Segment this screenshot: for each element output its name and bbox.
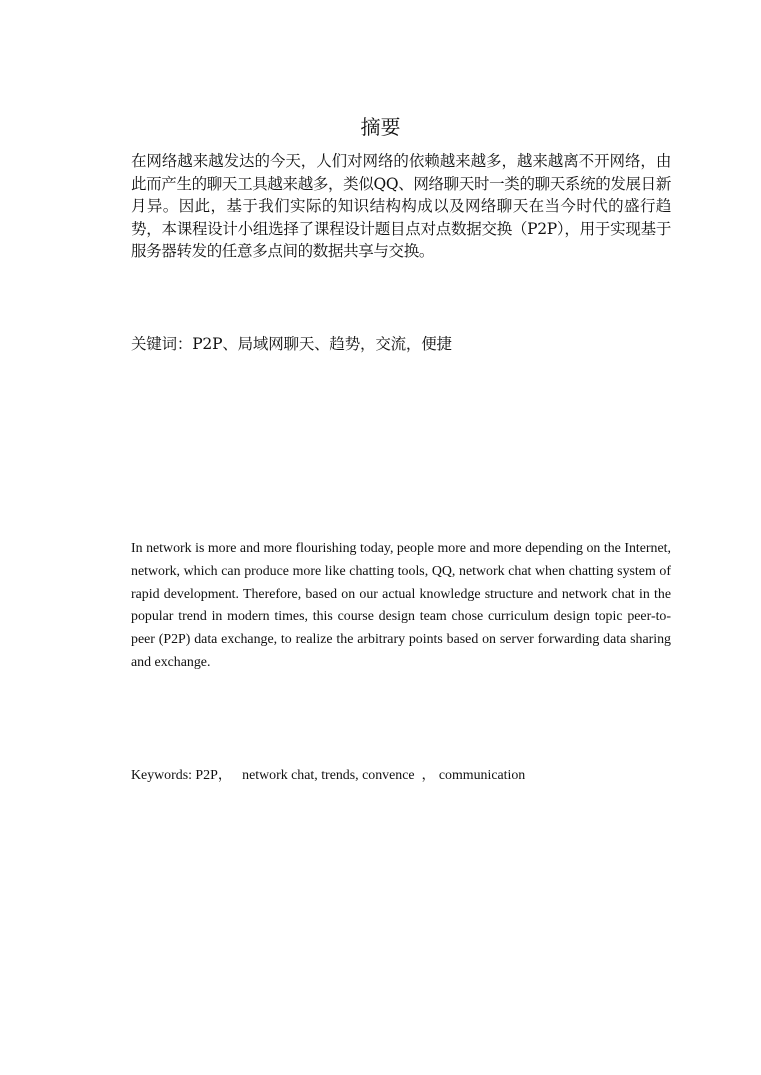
english-keywords-line: Keywords: P2P， network chat, trends, convence ， communication — [131, 768, 526, 783]
english-abstract-paragraph: In network is more and more flourishing today, people more and more depending on the Internet, network, which can produce more like chatting tools, QQ, network chat when chatting system of rapid development. Therefore, based on our actual knowledge structure and network chat in the popular trend in modern times, this course design team chose curriculum design topic peer-to-peer (P2P) data exchange, to realize the arbitrary points based on server forwarding data sharing and exchange. — [131, 541, 671, 670]
chinese-keywords-line: 关键词：P2P、局域网聊天、趋势，交流，便捷 — [131, 335, 452, 353]
abstract-title: 摘要 — [360, 115, 401, 139]
chinese-abstract-paragraph: 在网络越来越发达的今天，人们对网络的依赖越来越多，越来越离不开网络，由此而产生的聊天工具越来越多，类似QQ、网络聊天时一类的聊天系统的发展日新月异。因此，基于我们实际的知识结构构成以及网络聊天在当今时代的盛行趋势，本课程设计小组选择了课程设计题目点对点数据交换（P2P），用于实现基于服务器转发的任意多点间的数据共享与交换。 — [131, 152, 671, 261]
